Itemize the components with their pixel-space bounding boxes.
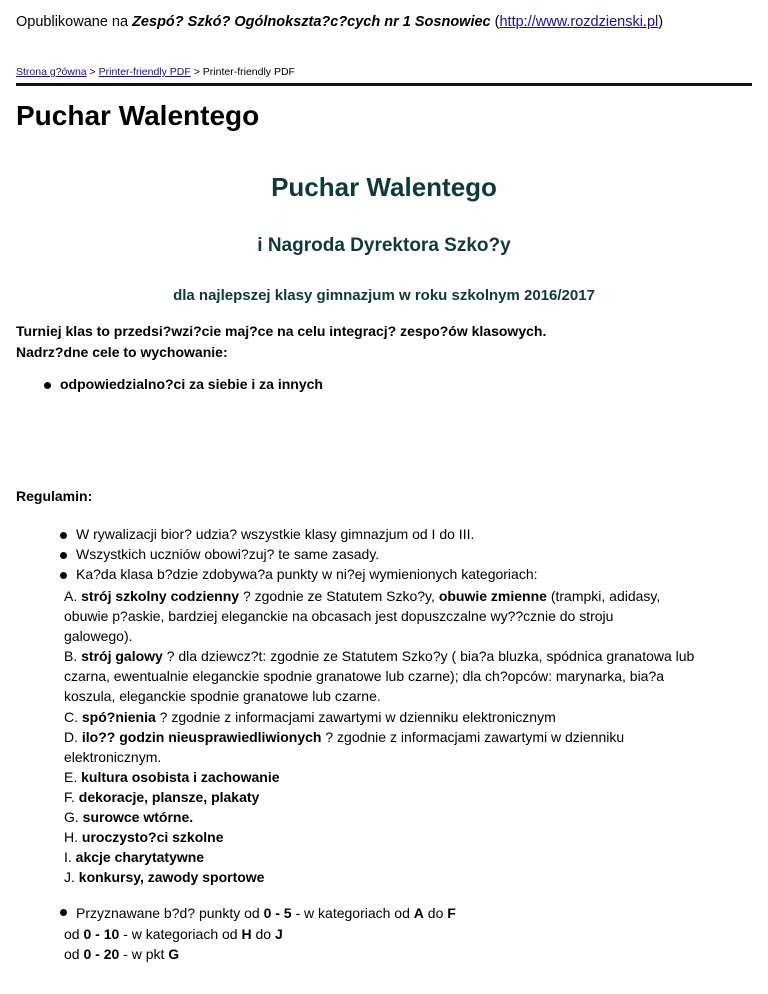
category-c: C. spó?nienia ? zgodnie z informacjami zawartymi w dzienniku elektronicznym xyxy=(64,708,556,725)
site-url-link[interactable]: http://www.rozdzienski.pl xyxy=(499,14,659,30)
category-e: E. kultura osobista i zachowanie xyxy=(64,768,280,785)
bullet-icon xyxy=(60,552,67,559)
article-subheading: i Nagroda Dyrektora Szko?y xyxy=(257,235,511,256)
category-b-line-2: czarna, ewentualnie eleganckie spodnie granatowe lub czarne); dla ch?opców: marynarka, bia?a xyxy=(64,668,665,685)
category-a: A. strój szkolny codzienny ? zgodnie ze Statutem Szko?y, obuwie zmienne (trampki, adidasy, xyxy=(64,588,661,604)
points-section xyxy=(64,903,456,965)
breadcrumb-separator: > xyxy=(86,66,99,78)
category-g: G. surowce wtórne. xyxy=(64,809,194,826)
category-a-line-3: galowego). xyxy=(64,628,133,645)
rule-item: Ka?da klasa b?dzie zdobywa?a punkty w ni?ej wymienionych kategoriach: xyxy=(76,566,538,582)
article-heading: Puchar Walentego xyxy=(271,172,497,202)
published-prefix: Opublikowane na xyxy=(16,14,133,30)
site-name: Zespó? Szkó? Ogólnokszta?c?cych nr 1 Sosnowiec xyxy=(132,14,491,30)
page-title: Puchar Walentego xyxy=(16,100,260,131)
article-subheading-2: dla najlepszej klasy gimnazjum w roku szkolnym 2016/2017 xyxy=(173,287,595,304)
category-b: B. strój galowy ? dla dziewcz?t: zgodnie ze Statutem Szko?y ( bia?a bluzka, spódnica granatowa lub xyxy=(64,648,695,665)
url-close: ) xyxy=(658,14,664,30)
category-d: D. ilo?? godzin nieusprawiedliwionych ? zgodnie z informacjami zawartymi w dzienniku xyxy=(64,728,625,745)
breadcrumb-pdf-link[interactable]: Printer-friendly PDF xyxy=(98,66,191,78)
bullet-icon xyxy=(44,382,51,389)
rule-item: W rywalizacji bior? udzia? wszystkie klasy gimnazjum od I do III. xyxy=(76,526,475,542)
category-i: I. akcje charytatywne xyxy=(64,849,205,866)
intro-line-1: Turniej klas to przedsi?wzi?cie maj?ce na celu integracj? zespo?ów klasowych. xyxy=(16,323,547,339)
category-d-line-2: elektronicznym. xyxy=(64,748,162,765)
breadcrumb-home-link[interactable]: Strona g?ówna xyxy=(16,66,87,78)
header-divider xyxy=(16,83,752,86)
breadcrumb-current: Printer-friendly PDF xyxy=(202,66,295,78)
url-open: ( xyxy=(490,14,500,30)
goals-overlapping-list xyxy=(60,376,323,392)
bullet-icon xyxy=(60,572,67,579)
category-b-line-3: koszula, eleganckie spodnie granatowe lub czarne. xyxy=(64,688,381,705)
category-j: J. konkursy, zawody sportowe xyxy=(64,869,265,886)
breadcrumb xyxy=(16,66,295,78)
bullet-icon xyxy=(60,532,67,539)
category-a-line-2: obuwie p?askie, bardziej eleganckie na obcasach jest dopuszczalne wy??cznie do stroju xyxy=(64,608,614,625)
breadcrumb-separator: > xyxy=(190,66,203,78)
intro-text xyxy=(16,321,546,363)
categories-list xyxy=(64,586,754,887)
points-line-3: od 0 - 20 - w pkt G xyxy=(64,946,180,962)
rule-item: Wszystkich uczniów obowi?zuj? te same zasady. xyxy=(76,546,380,562)
category-f: F. dekoracje, plansze, plakaty xyxy=(64,788,260,805)
goals-text: odpowiedzialno?ci za siebie i za innych xyxy=(60,376,323,392)
regulamin-heading: Regulamin: xyxy=(16,488,93,504)
published-line xyxy=(16,14,663,30)
points-line-1: Przyznawane b?d? punkty od 0 - 5 - w kategoriach od A do F xyxy=(76,905,456,921)
intro-line-2: Nadrz?dne cele to wychowanie: xyxy=(16,344,228,360)
category-h: H. uroczysto?ci szkolne xyxy=(64,829,224,846)
points-line-2: od 0 - 10 - w kategoriach od H do J xyxy=(64,925,283,942)
